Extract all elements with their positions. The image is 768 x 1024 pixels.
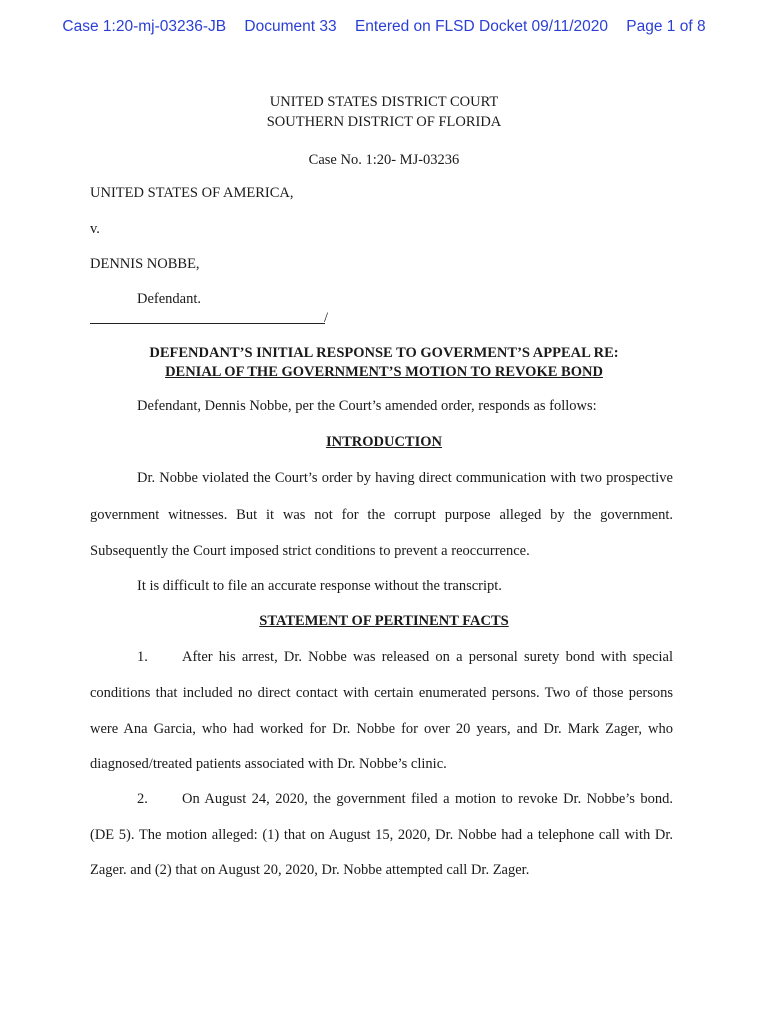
plaintiff-name: UNITED STATES OF AMERICA, xyxy=(90,185,294,201)
facts-heading: STATEMENT OF PERTINENT FACTS xyxy=(259,613,509,629)
caption-rule xyxy=(90,323,325,324)
caption-slash: / xyxy=(324,310,329,326)
court-district: SOUTHERN DISTRICT OF FLORIDA xyxy=(266,114,502,130)
header-page-number: Page 1 of 8 xyxy=(626,18,706,35)
header-entered-date: Entered on FLSD Docket 09/11/2020 xyxy=(354,18,608,35)
fact-1-number: 1. xyxy=(137,649,148,665)
introduction-heading: INTRODUCTION xyxy=(325,434,442,450)
fact-2-first-line: On August 24, 2020, the government filed a motion to revoke Dr. Nobbe’s bond. xyxy=(182,791,673,807)
ecf-header xyxy=(0,18,768,36)
fact-1-first-line: After his arrest, Dr. Nobbe was released on a personal surety bond with special xyxy=(182,649,673,665)
versus: v. xyxy=(90,221,100,237)
header-document-number: Document 33 xyxy=(244,18,337,35)
fact-2-line: Zager. and (2) that on August 20, 2020, Dr. Nobbe attempted call Dr. Zager. xyxy=(90,862,530,878)
fact-1-line: were Ana Garcia, who had worked for Dr. Nobbe for over 20 years, and Dr. Mark Zager, who xyxy=(90,721,673,737)
intro-paragraph-line: Dr. Nobbe violated the Court’s order by having direct communication with two prospective xyxy=(137,470,673,486)
fact-1-line: diagnosed/treated patients associated with Dr. Nobbe’s clinic. xyxy=(90,756,447,772)
intro-sentence: Defendant, Dennis Nobbe, per the Court’s amended order, responds as follows: xyxy=(137,398,597,414)
intro-paragraph-line: Subsequently the Court imposed strict conditions to prevent a reoccurrence. xyxy=(90,543,530,559)
defendant-role: Defendant. xyxy=(137,291,202,307)
fact-1-line: conditions that included no direct contact with certain enumerated persons. Two of those persons xyxy=(90,685,673,701)
defendant-name: DENNIS NOBBE, xyxy=(90,256,200,272)
fact-2-number: 2. xyxy=(137,791,148,807)
court-name: UNITED STATES DISTRICT COURT xyxy=(269,94,499,110)
header-case-number: Case 1:20-mj-03236-JB xyxy=(62,18,227,35)
intro-paragraph-2: It is difficult to file an accurate response without the transcript. xyxy=(137,578,502,594)
title-line-2: DENIAL OF THE GOVERNMENT’S MOTION TO REVOKE BOND xyxy=(165,364,603,380)
intro-paragraph-line: government witnesses. But it was not for the corrupt purpose alleged by the government. xyxy=(90,507,673,523)
fact-2-line: (DE 5). The motion alleged: (1) that on August 15, 2020, Dr. Nobbe had a telephone call with Dr. xyxy=(90,827,673,843)
case-number: Case No. 1:20- MJ-03236 xyxy=(308,152,460,168)
title-line-1: DEFENDANT’S INITIAL RESPONSE TO GOVERMENT’S APPEAL RE: xyxy=(149,345,619,361)
